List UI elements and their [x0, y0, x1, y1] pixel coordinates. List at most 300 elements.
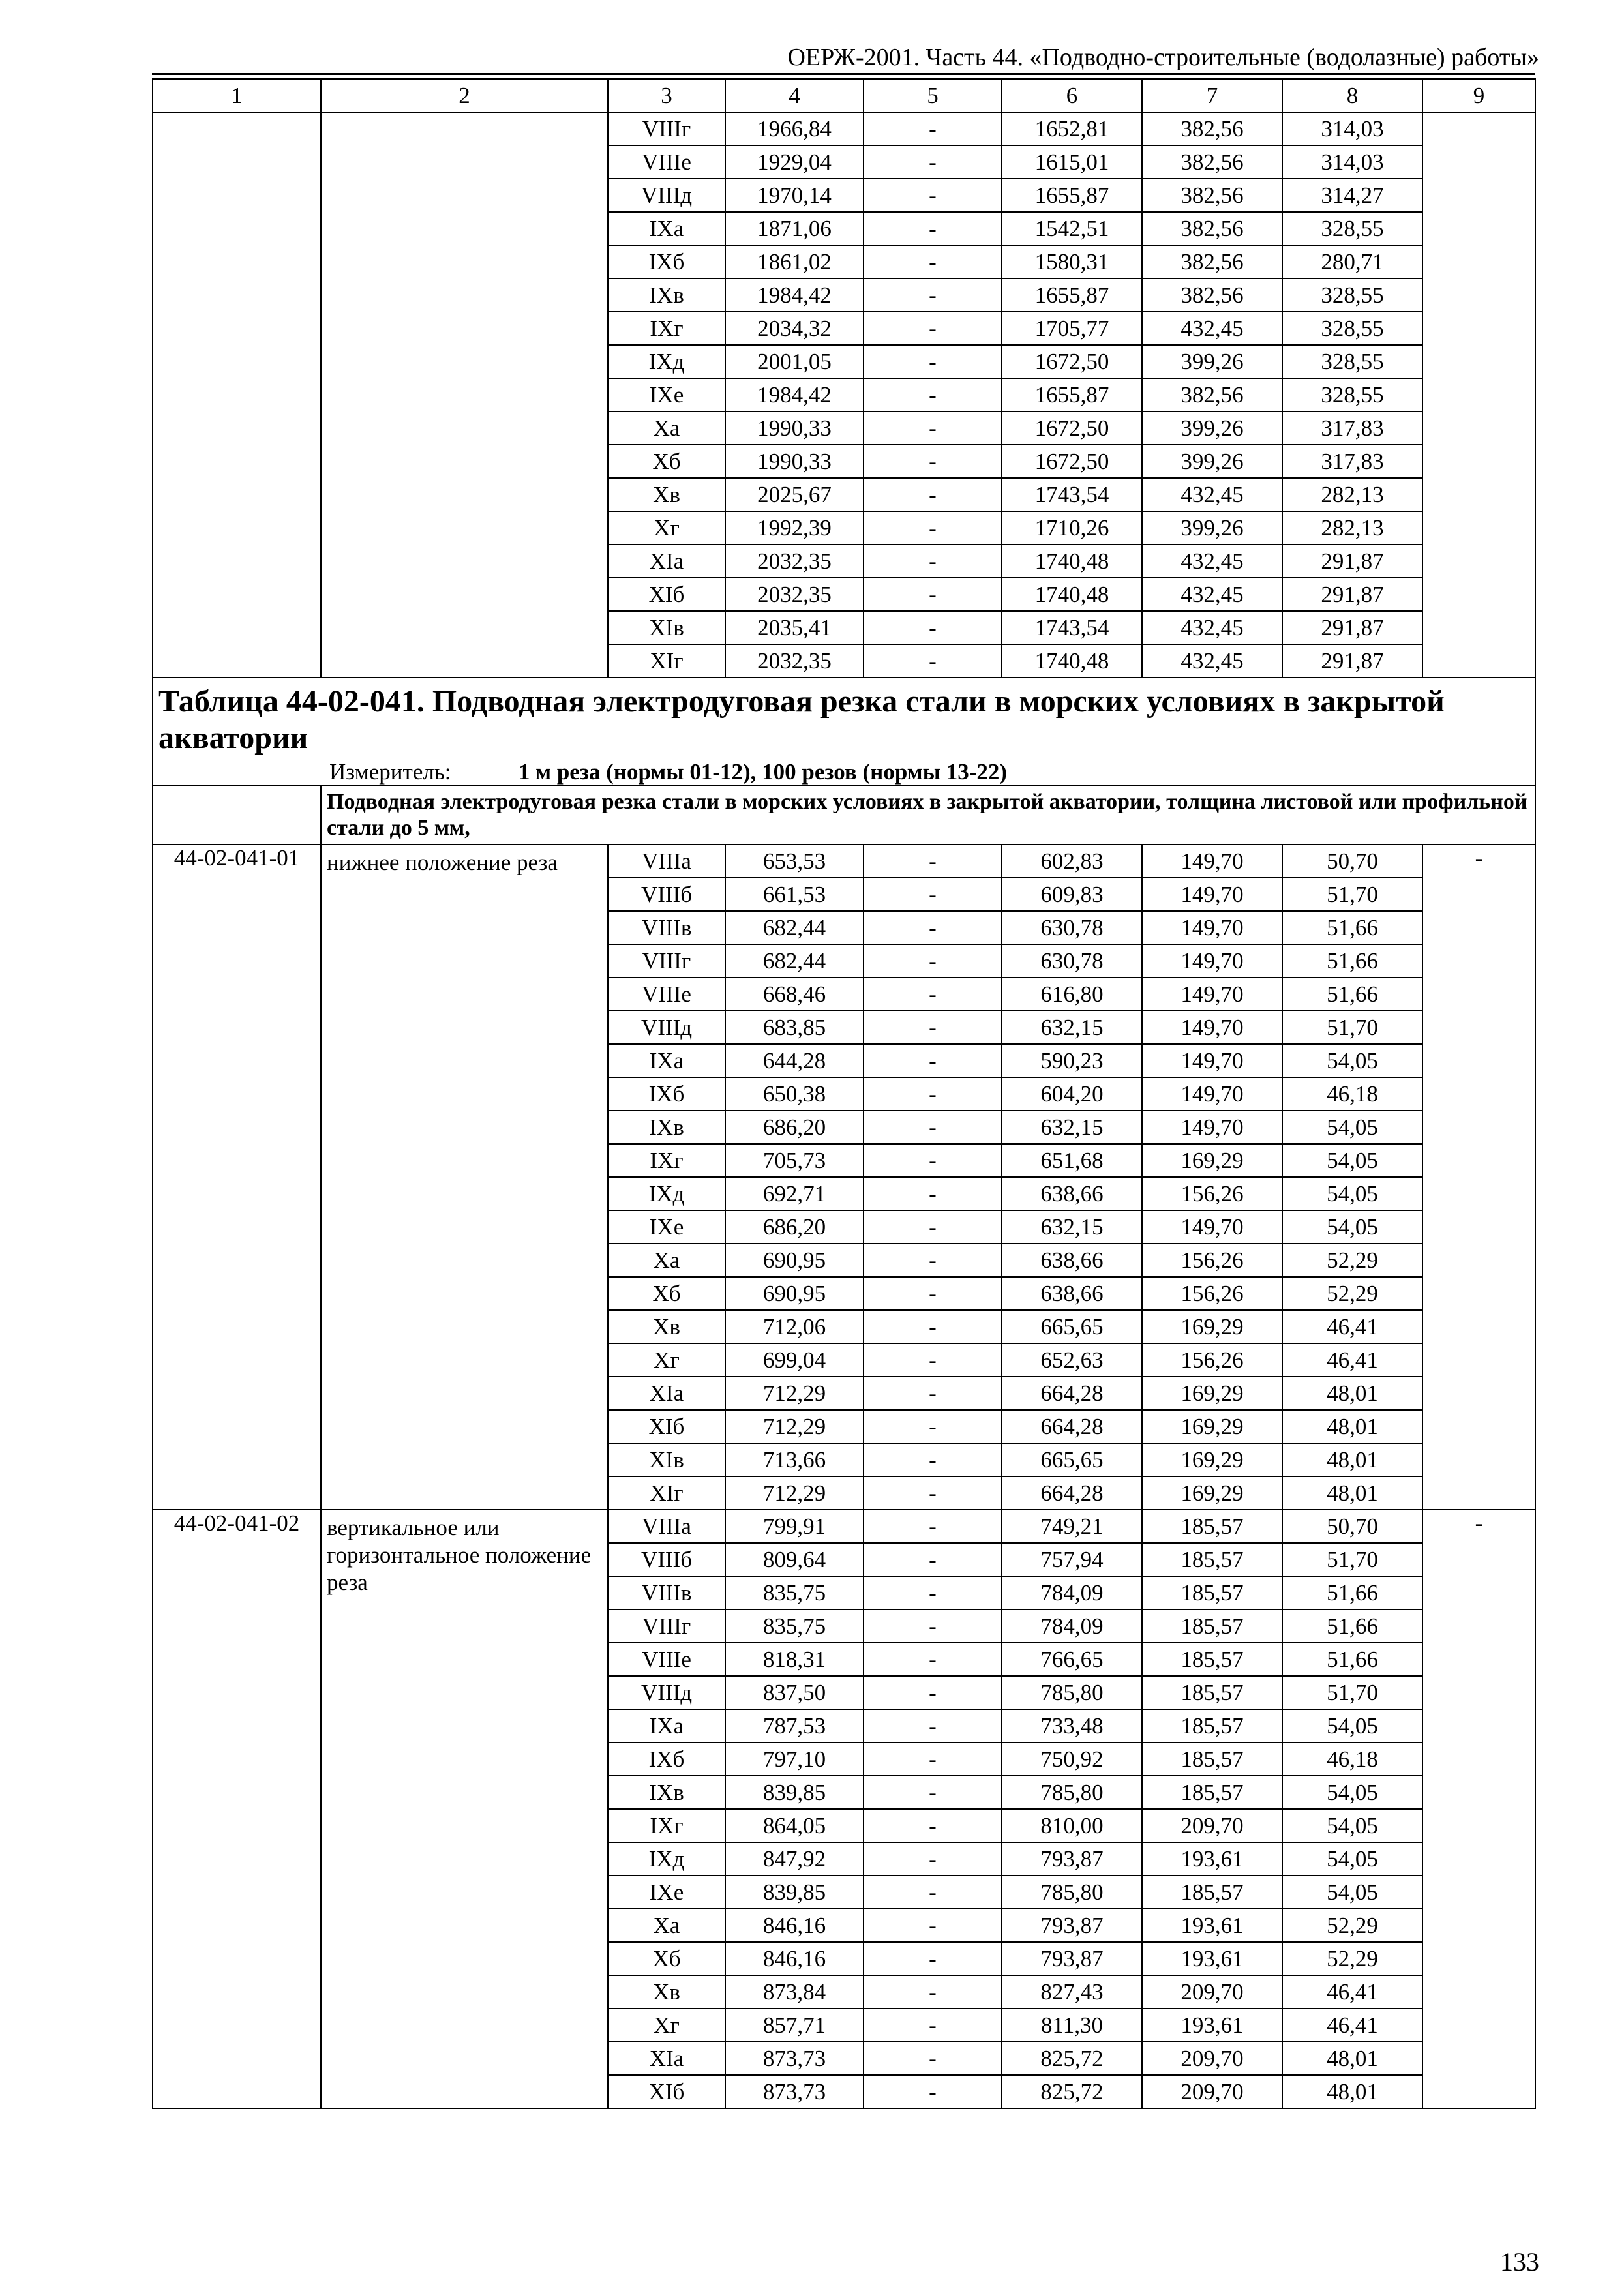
norm-name: нижнее положение реза: [321, 845, 608, 1510]
table-row: [153, 845, 1535, 878]
value-cell: 766,65: [1002, 1643, 1142, 1676]
value-cell: 1580,31: [1002, 245, 1142, 278]
value-cell: 382,56: [1142, 145, 1282, 179]
value-cell: -: [864, 644, 1002, 678]
value-cell: 54,05: [1282, 1210, 1422, 1244]
value-cell: IXг: [608, 312, 725, 345]
value-cell: 1929,04: [725, 145, 864, 179]
value-cell: 48,01: [1282, 1443, 1422, 1476]
value-cell: -: [864, 2009, 1002, 2042]
value-cell: IXд: [608, 345, 725, 378]
value-cell: 193,61: [1142, 1942, 1282, 1975]
value-cell: -: [864, 545, 1002, 578]
value-cell: 692,71: [725, 1177, 864, 1210]
value-cell: 664,28: [1002, 1476, 1142, 1510]
value-cell: 1970,14: [725, 179, 864, 212]
value-cell: 835,75: [725, 1576, 864, 1609]
value-cell: 665,65: [1002, 1443, 1142, 1476]
value-cell: 661,53: [725, 878, 864, 911]
norm-name: вертикальное или горизонтальное положение реза: [321, 1510, 608, 2108]
value-cell: 630,78: [1002, 944, 1142, 978]
value-cell: 46,41: [1282, 1310, 1422, 1343]
value-cell: IXд: [608, 1842, 725, 1876]
value-cell: 810,00: [1002, 1809, 1142, 1842]
value-cell: -: [864, 378, 1002, 411]
value-cell: 46,41: [1282, 1343, 1422, 1377]
value-cell: Xг: [608, 511, 725, 545]
value-cell: -: [864, 944, 1002, 978]
value-cell: 668,46: [725, 978, 864, 1011]
table-row: [153, 1510, 1535, 1543]
value-cell: VIIIе: [608, 1643, 725, 1676]
value-cell: 1672,50: [1002, 345, 1142, 378]
value-cell: Xб: [608, 1277, 725, 1310]
value-cell: 1990,33: [725, 411, 864, 445]
value-cell: 690,95: [725, 1244, 864, 1277]
value-cell: XIб: [608, 1410, 725, 1443]
value-cell: 1655,87: [1002, 179, 1142, 212]
value-cell: Xг: [608, 1343, 725, 1377]
value-cell: 2032,35: [725, 545, 864, 578]
value-cell: VIIIг: [608, 112, 725, 145]
value-cell: 46,41: [1282, 1975, 1422, 2009]
value-cell: -: [864, 411, 1002, 445]
value-cell: 432,45: [1142, 611, 1282, 644]
value-cell: VIIIе: [608, 145, 725, 179]
measure-label: Измеритель:: [329, 759, 451, 785]
value-cell: 169,29: [1142, 1410, 1282, 1443]
value-cell: 632,15: [1002, 1210, 1142, 1244]
value-cell: Xа: [608, 1244, 725, 1277]
measure-row: [153, 759, 1535, 786]
name-cell: [321, 112, 608, 678]
value-cell: 749,21: [1002, 1510, 1142, 1543]
column-number: 7: [1142, 79, 1282, 112]
value-cell: 50,70: [1282, 1510, 1422, 1543]
value-cell: -: [864, 878, 1002, 911]
value-cell: VIIIв: [608, 911, 725, 944]
value-cell: 632,15: [1002, 1111, 1142, 1144]
value-cell: 1710,26: [1002, 511, 1142, 545]
value-cell: 46,18: [1282, 1743, 1422, 1776]
value-cell: 2034,32: [725, 312, 864, 345]
value-cell: 837,50: [725, 1676, 864, 1709]
value-cell: Xв: [608, 1975, 725, 2009]
value-cell: -: [864, 2042, 1002, 2075]
value-cell: 328,55: [1282, 378, 1422, 411]
value-cell: 185,57: [1142, 1643, 1282, 1676]
value-cell: 757,94: [1002, 1543, 1142, 1576]
value-cell: VIIIв: [608, 1576, 725, 1609]
value-cell: VIIIа: [608, 845, 725, 878]
value-cell: 787,53: [725, 1709, 864, 1743]
value-cell: IXв: [608, 1111, 725, 1144]
value-cell: 149,70: [1142, 1077, 1282, 1111]
value-cell: VIIIг: [608, 1609, 725, 1643]
value-cell: -: [864, 578, 1002, 611]
value-cell: -: [864, 1510, 1002, 1543]
value-cell: 846,16: [725, 1909, 864, 1942]
value-cell: 1655,87: [1002, 278, 1142, 312]
value-cell: VIIIб: [608, 878, 725, 911]
value-cell: 399,26: [1142, 511, 1282, 545]
value-cell: VIIIе: [608, 978, 725, 1011]
value-cell: 149,70: [1142, 878, 1282, 911]
column-number: 5: [864, 79, 1002, 112]
value-cell: 1655,87: [1002, 378, 1142, 411]
value-cell: 1740,48: [1002, 644, 1142, 678]
value-cell: 54,05: [1282, 1876, 1422, 1909]
value-cell: Xб: [608, 1942, 725, 1975]
value-cell: 291,87: [1282, 578, 1422, 611]
value-cell: 185,57: [1142, 1576, 1282, 1609]
table-title-row: [153, 678, 1535, 759]
value-cell: 51,70: [1282, 1011, 1422, 1044]
value-cell: 713,66: [725, 1443, 864, 1476]
value-cell: -: [864, 1343, 1002, 1377]
section-description: Подводная электродуговая резка стали в морских условиях в закрытой акватории, толщина листовой или профильной стали до 5 мм,: [321, 786, 1535, 845]
value-cell: 651,68: [1002, 1144, 1142, 1177]
value-cell: 46,41: [1282, 2009, 1422, 2042]
table-row: [153, 112, 1535, 145]
value-cell: 185,57: [1142, 1676, 1282, 1709]
value-cell: 185,57: [1142, 1876, 1282, 1909]
value-cell: 149,70: [1142, 1111, 1282, 1144]
value-cell: -: [864, 1310, 1002, 1343]
value-cell: 291,87: [1282, 611, 1422, 644]
value-cell: IXб: [608, 245, 725, 278]
value-cell: 149,70: [1142, 1011, 1282, 1044]
value-cell: 712,29: [725, 1377, 864, 1410]
value-cell: 2032,35: [725, 578, 864, 611]
value-cell: 873,84: [725, 1975, 864, 2009]
value-cell: -: [864, 1609, 1002, 1643]
value-cell: 784,09: [1002, 1576, 1142, 1609]
value-cell: Xб: [608, 445, 725, 478]
value-cell: 185,57: [1142, 1543, 1282, 1576]
value-cell: 169,29: [1142, 1443, 1282, 1476]
value-cell: VIIIа: [608, 1510, 725, 1543]
value-cell: -: [864, 212, 1002, 245]
value-cell: -: [864, 1776, 1002, 1809]
value-cell: 382,56: [1142, 245, 1282, 278]
value-cell: 54,05: [1282, 1144, 1422, 1177]
value-cell: IXг: [608, 1809, 725, 1842]
value-cell: -: [864, 1576, 1002, 1609]
column-number: 1: [153, 79, 321, 112]
value-cell: 827,43: [1002, 1975, 1142, 2009]
value-cell: 1871,06: [725, 212, 864, 245]
value-cell: -: [864, 1210, 1002, 1244]
value-cell: 1992,39: [725, 511, 864, 545]
value-cell: 169,29: [1142, 1377, 1282, 1410]
value-cell: -: [864, 511, 1002, 545]
value-cell: -: [864, 1643, 1002, 1676]
value-cell: XIб: [608, 2075, 725, 2108]
value-cell: IXг: [608, 1144, 725, 1177]
value-cell: IXе: [608, 1210, 725, 1244]
col9-cell: [1422, 112, 1535, 678]
value-cell: 750,92: [1002, 1743, 1142, 1776]
value-cell: 317,83: [1282, 445, 1422, 478]
value-cell: 784,09: [1002, 1609, 1142, 1643]
value-cell: 185,57: [1142, 1709, 1282, 1743]
value-cell: 712,29: [725, 1410, 864, 1443]
value-cell: 432,45: [1142, 478, 1282, 511]
value-cell: 48,01: [1282, 2075, 1422, 2108]
value-cell: IXа: [608, 1709, 725, 1743]
value-cell: -: [864, 1377, 1002, 1410]
value-cell: -: [864, 845, 1002, 878]
value-cell: 638,66: [1002, 1277, 1142, 1310]
value-cell: 209,70: [1142, 2075, 1282, 2108]
value-cell: 839,85: [725, 1876, 864, 1909]
value-cell: -: [864, 1975, 1002, 2009]
value-cell: -: [864, 179, 1002, 212]
value-cell: 1615,01: [1002, 145, 1142, 179]
header-rule: [152, 73, 1535, 75]
value-cell: 1743,54: [1002, 478, 1142, 511]
value-cell: XIв: [608, 611, 725, 644]
value-cell: 873,73: [725, 2042, 864, 2075]
value-cell: -: [864, 1410, 1002, 1443]
value-cell: XIа: [608, 2042, 725, 2075]
value-cell: 1984,42: [725, 278, 864, 312]
value-cell: -: [864, 1476, 1002, 1510]
value-cell: 185,57: [1142, 1510, 1282, 1543]
value-cell: 54,05: [1282, 1177, 1422, 1210]
value-cell: 48,01: [1282, 1476, 1422, 1510]
value-cell: 156,26: [1142, 1177, 1282, 1210]
value-cell: -: [864, 1676, 1002, 1709]
value-cell: 149,70: [1142, 845, 1282, 878]
value-cell: IXе: [608, 1876, 725, 1909]
value-cell: 793,87: [1002, 1842, 1142, 1876]
value-cell: -: [864, 1809, 1002, 1842]
column-number-row: [153, 79, 1535, 112]
value-cell: 785,80: [1002, 1676, 1142, 1709]
value-cell: 185,57: [1142, 1743, 1282, 1776]
value-cell: 604,20: [1002, 1077, 1142, 1111]
value-cell: -: [864, 1244, 1002, 1277]
value-cell: 54,05: [1282, 1111, 1422, 1144]
value-cell: Xв: [608, 478, 725, 511]
column-number: 4: [725, 79, 864, 112]
value-cell: 314,03: [1282, 112, 1422, 145]
value-cell: 602,83: [1002, 845, 1142, 878]
value-cell: 590,23: [1002, 1044, 1142, 1077]
value-cell: 846,16: [725, 1942, 864, 1975]
value-cell: 209,70: [1142, 1809, 1282, 1842]
value-cell: 664,28: [1002, 1377, 1142, 1410]
value-cell: 632,15: [1002, 1011, 1142, 1044]
value-cell: 2035,41: [725, 611, 864, 644]
value-cell: 1743,54: [1002, 611, 1142, 644]
section-code-empty: [153, 786, 321, 845]
value-cell: 52,29: [1282, 1942, 1422, 1975]
value-cell: 50,70: [1282, 845, 1422, 878]
value-cell: 209,70: [1142, 2042, 1282, 2075]
value-cell: -: [864, 1144, 1002, 1177]
value-cell: -: [864, 1543, 1002, 1576]
value-cell: 156,26: [1142, 1343, 1282, 1377]
value-cell: 399,26: [1142, 411, 1282, 445]
value-cell: 382,56: [1142, 112, 1282, 145]
value-cell: 156,26: [1142, 1244, 1282, 1277]
value-cell: 712,06: [725, 1310, 864, 1343]
value-cell: 847,92: [725, 1842, 864, 1876]
table-title: Таблица 44-02-041. Подводная электродуговая резка стали в морских условиях в закрытой акватории: [153, 678, 1535, 759]
value-cell: 280,71: [1282, 245, 1422, 278]
value-cell: 314,27: [1282, 179, 1422, 212]
value-cell: 291,87: [1282, 644, 1422, 678]
value-cell: 835,75: [725, 1609, 864, 1643]
value-cell: 609,83: [1002, 878, 1142, 911]
value-cell: 650,38: [725, 1077, 864, 1111]
value-cell: 811,30: [1002, 2009, 1142, 2042]
col9-cell: -: [1422, 1510, 1535, 2108]
column-number: 6: [1002, 79, 1142, 112]
value-cell: 809,64: [725, 1543, 864, 1576]
value-cell: 2025,67: [725, 478, 864, 511]
value-cell: 432,45: [1142, 578, 1282, 611]
value-cell: -: [864, 1909, 1002, 1942]
value-cell: 686,20: [725, 1111, 864, 1144]
value-cell: 818,31: [725, 1643, 864, 1676]
value-cell: 432,45: [1142, 312, 1282, 345]
col9-cell: -: [1422, 845, 1535, 1510]
value-cell: 51,70: [1282, 1676, 1422, 1709]
value-cell: 52,29: [1282, 1909, 1422, 1942]
value-cell: 1740,48: [1002, 578, 1142, 611]
value-cell: -: [864, 278, 1002, 312]
value-cell: 282,13: [1282, 511, 1422, 545]
value-cell: VIIIг: [608, 944, 725, 978]
value-cell: 399,26: [1142, 345, 1282, 378]
value-cell: 682,44: [725, 944, 864, 978]
value-cell: 48,01: [1282, 1377, 1422, 1410]
norm-code: 44-02-041-02: [153, 1510, 321, 2108]
value-cell: 690,95: [725, 1277, 864, 1310]
value-cell: VIIIб: [608, 1543, 725, 1576]
measure-value: 1 м реза (нормы 01-12), 100 резов (нормы 13-22): [519, 759, 1008, 785]
page-number: 133: [1500, 2247, 1539, 2277]
value-cell: 169,29: [1142, 1476, 1282, 1510]
value-cell: -: [864, 1842, 1002, 1876]
value-cell: 48,01: [1282, 2042, 1422, 2075]
value-cell: 328,55: [1282, 345, 1422, 378]
value-cell: 1672,50: [1002, 411, 1142, 445]
value-cell: -: [864, 1876, 1002, 1909]
value-cell: 399,26: [1142, 445, 1282, 478]
value-cell: 149,70: [1142, 1044, 1282, 1077]
value-cell: IXе: [608, 378, 725, 411]
value-cell: -: [864, 1044, 1002, 1077]
value-cell: IXд: [608, 1177, 725, 1210]
value-cell: 638,66: [1002, 1177, 1142, 1210]
measure-cell: [153, 759, 1535, 786]
value-cell: 54,05: [1282, 1809, 1422, 1842]
value-cell: IXа: [608, 1044, 725, 1077]
value-cell: 683,85: [725, 1011, 864, 1044]
code-cell: [153, 112, 321, 678]
value-cell: -: [864, 1011, 1002, 1044]
value-cell: 193,61: [1142, 2009, 1282, 2042]
section-row: [153, 786, 1535, 845]
value-cell: 665,65: [1002, 1310, 1142, 1343]
value-cell: 382,56: [1142, 278, 1282, 312]
value-cell: -: [864, 445, 1002, 478]
value-cell: IXв: [608, 278, 725, 312]
value-cell: 54,05: [1282, 1842, 1422, 1876]
column-number: 8: [1282, 79, 1422, 112]
value-cell: 209,70: [1142, 1975, 1282, 2009]
value-cell: Xа: [608, 411, 725, 445]
value-cell: IXа: [608, 212, 725, 245]
value-cell: 169,29: [1142, 1310, 1282, 1343]
value-cell: 699,04: [725, 1343, 864, 1377]
value-cell: -: [864, 1277, 1002, 1310]
value-cell: 733,48: [1002, 1709, 1142, 1743]
value-cell: 149,70: [1142, 978, 1282, 1011]
value-cell: 156,26: [1142, 1277, 1282, 1310]
value-cell: Xг: [608, 2009, 725, 2042]
value-cell: 799,91: [725, 1510, 864, 1543]
value-cell: IXб: [608, 1077, 725, 1111]
value-cell: -: [864, 978, 1002, 1011]
value-cell: 51,70: [1282, 1543, 1422, 1576]
value-cell: 432,45: [1142, 644, 1282, 678]
value-cell: 857,71: [725, 2009, 864, 2042]
value-cell: 51,66: [1282, 978, 1422, 1011]
value-cell: 644,28: [725, 1044, 864, 1077]
value-cell: 51,66: [1282, 944, 1422, 978]
value-cell: 653,53: [725, 845, 864, 878]
value-cell: 149,70: [1142, 1210, 1282, 1244]
norm-code: 44-02-041-01: [153, 845, 321, 1510]
value-cell: XIг: [608, 644, 725, 678]
value-cell: 1990,33: [725, 445, 864, 478]
value-cell: 2032,35: [725, 644, 864, 678]
page-header: ОЕРЖ-2001. Часть 44. «Подводно-строительные (водолазные) работы»: [787, 44, 1539, 71]
value-cell: 48,01: [1282, 1410, 1422, 1443]
value-cell: 638,66: [1002, 1244, 1142, 1277]
value-cell: 382,56: [1142, 212, 1282, 245]
value-cell: 1672,50: [1002, 445, 1142, 478]
norms-table: [152, 78, 1536, 2109]
value-cell: 839,85: [725, 1776, 864, 1809]
value-cell: VIIIд: [608, 1011, 725, 1044]
column-number: 3: [608, 79, 725, 112]
value-cell: -: [864, 145, 1002, 179]
value-cell: 793,87: [1002, 1942, 1142, 1975]
value-cell: 317,83: [1282, 411, 1422, 445]
value-cell: -: [864, 1443, 1002, 1476]
value-cell: -: [864, 1709, 1002, 1743]
value-cell: XIб: [608, 578, 725, 611]
value-cell: 630,78: [1002, 911, 1142, 944]
value-cell: 51,66: [1282, 1643, 1422, 1676]
value-cell: 193,61: [1142, 1842, 1282, 1876]
value-cell: -: [864, 245, 1002, 278]
value-cell: 54,05: [1282, 1044, 1422, 1077]
value-cell: 193,61: [1142, 1909, 1282, 1942]
value-cell: 149,70: [1142, 944, 1282, 978]
value-cell: Xв: [608, 1310, 725, 1343]
value-cell: 793,87: [1002, 1909, 1142, 1942]
value-cell: XIв: [608, 1443, 725, 1476]
value-cell: XIг: [608, 1476, 725, 1510]
